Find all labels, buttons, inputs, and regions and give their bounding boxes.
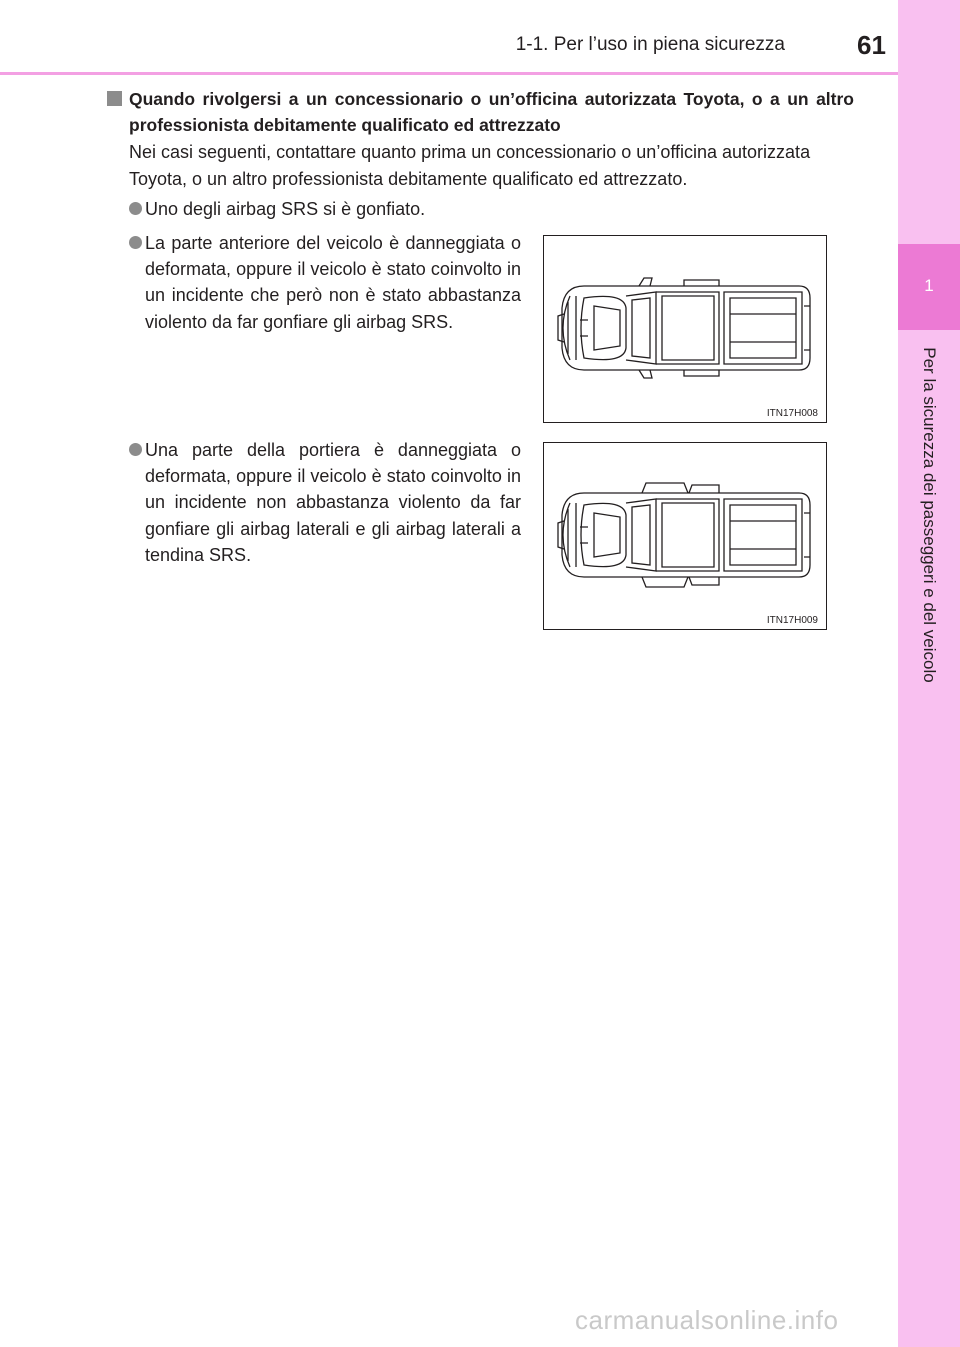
figure-code: ITN17H008 [766, 408, 818, 419]
watermark-text: carmanualsonline.info [575, 1305, 839, 1335]
circle-bullet-icon [129, 443, 142, 456]
list-item-text: Una parte della portiera è danneggiata o deformata, oppure il veicolo è stato coinvolto in un incidente non abbastanza violento da far gonfiare gli airbag laterali e gli airbag laterali a tendina SRS. [145, 440, 521, 565]
car-topview-icon [544, 443, 826, 629]
circle-bullet-icon [129, 202, 142, 215]
list-item-text: Uno degli airbag SRS si è gonfiato. [145, 199, 426, 219]
square-bullet-icon [107, 91, 122, 106]
list-item [129, 196, 729, 222]
section-heading-text: Quando rivolgersi a un concessionario o un’officina autorizzata Toyota, o a un altro professionista debitamente qualificato ed attrezzato [129, 89, 854, 135]
figure-door-damage [543, 442, 827, 630]
page-number: 61 [857, 30, 886, 60]
figure-code: ITN17H009 [766, 615, 818, 626]
chapter-title: Per la sicurezza dei passeggeri e del veicolo [920, 347, 939, 683]
chapter-number-tab [898, 244, 960, 330]
section-heading [107, 86, 854, 138]
chapter-number: 1 [924, 276, 934, 295]
header-section-title: 1-1. Per l’uso in piena sicurezza [515, 34, 785, 55]
figure-front-damage [543, 235, 827, 423]
intro-paragraph: Nei casi seguenti, contattare quanto prima un concessionario o un’officina autorizzata Toyota, o un altro professionista debitamente qualificato ed attrezzato. [129, 142, 811, 189]
header-divider [0, 72, 898, 75]
list-item [129, 230, 521, 335]
list-item [129, 437, 521, 568]
circle-bullet-icon [129, 236, 142, 249]
list-item-text: La parte anteriore del veicolo è danneggiata o deformata, oppure il veicolo è stato coinvolto in un incidente che però non è stato abbastanza violento da far gonfiare gli airbag SRS. [145, 233, 521, 332]
car-topview-icon [544, 236, 826, 422]
